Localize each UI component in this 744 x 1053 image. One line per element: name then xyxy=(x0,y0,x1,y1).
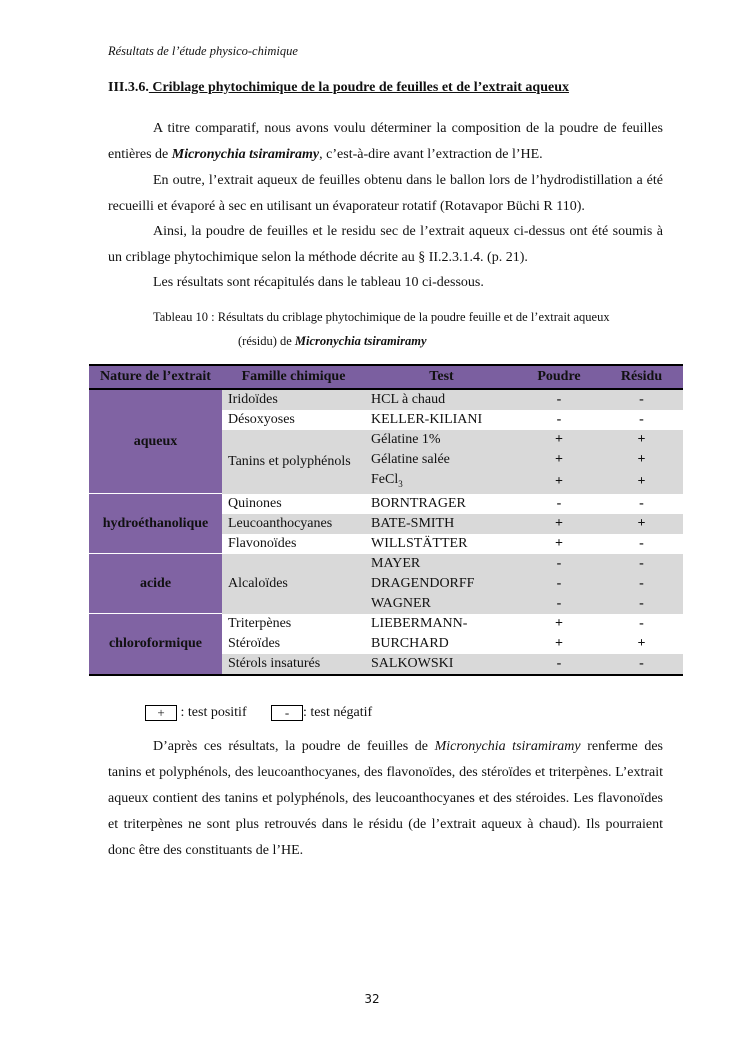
section-title-text: Criblage phytochimique de la poudre de feuilles et de l’extrait aqueux xyxy=(148,80,569,95)
cell-residu: - xyxy=(600,554,683,574)
cell-residu: - xyxy=(639,535,644,551)
cell-poudre: + xyxy=(518,450,600,470)
cell-famille: Leucoanthocyanes xyxy=(222,514,365,534)
legend-negative xyxy=(271,705,372,721)
nature-chloroformique: chloroformique xyxy=(89,614,222,675)
cell-residu: + xyxy=(637,635,646,651)
cell-poudre: - xyxy=(518,594,600,614)
running-header: Résultats de l’étude physico-chimique xyxy=(108,44,298,58)
legend-positive xyxy=(145,705,247,721)
header-residu: Résidu xyxy=(600,365,683,389)
table-row xyxy=(89,389,683,410)
cell-test: KELLER-KILIANI xyxy=(371,412,483,427)
cell-famille: Alcaloïdes xyxy=(222,554,365,614)
paragraph-1 xyxy=(108,116,663,168)
cell-test: SALKOWSKI xyxy=(365,654,518,675)
paragraph-1-text-b: , c’est-à-dire avant l’extraction de l’HE. xyxy=(319,147,543,162)
cell-famille: Stérols insaturés xyxy=(222,654,365,675)
header-poudre: Poudre xyxy=(518,365,600,389)
cell-poudre: + xyxy=(555,635,563,651)
cell-poudre: + xyxy=(518,470,600,494)
cell-residu: - xyxy=(639,412,644,427)
table-row xyxy=(89,554,683,574)
cell-test: Gélatine salée xyxy=(365,450,518,470)
legend-positive-box: + xyxy=(145,705,177,721)
paragraph-1-text-a: A titre comparatif, nous avons voulu déterminer la composition de la poudre de feuilles entières de xyxy=(108,121,663,162)
table-caption xyxy=(108,305,663,353)
header-test: Test xyxy=(365,365,518,389)
legend-positive-label: : test positif xyxy=(177,705,247,721)
cell-residu: + xyxy=(600,430,683,450)
cell-poudre: - xyxy=(518,654,600,675)
cell-poudre: + xyxy=(555,615,563,631)
cell-test: BATE-SMITH xyxy=(365,514,518,534)
cell-famille: Quinones xyxy=(228,495,282,511)
section-title xyxy=(108,80,569,96)
nature-hydroethanolique: hydroéthanolique xyxy=(89,494,222,554)
cell-residu: + xyxy=(600,470,683,494)
species-name: Micronychia tsiramiramy xyxy=(171,147,320,162)
paragraph-3: Ainsi, la poudre de feuilles et le residu sec de l’extrait aqueux ci-dessus ont été soumis à un criblage phytochimique selon la méthode décrite au § II.2.3.1.4. (p. 21). xyxy=(108,224,663,265)
section-number: III.3.6. xyxy=(108,80,149,95)
nature-aqueux: aqueux xyxy=(89,389,222,494)
cell-residu: - xyxy=(600,594,683,614)
conclusion-paragraph xyxy=(108,734,663,864)
cell-residu: + xyxy=(600,514,683,534)
cell-residu: + xyxy=(600,450,683,470)
fecl-subscript: 3 xyxy=(398,478,403,489)
table-row xyxy=(89,494,683,514)
nature-acide: acide xyxy=(89,554,222,614)
cell-poudre: + xyxy=(518,430,600,450)
cell-residu: - xyxy=(639,615,644,631)
table-row xyxy=(89,614,683,634)
cell-test: BURCHARD xyxy=(371,635,449,651)
header-famille: Famille chimique xyxy=(222,365,365,389)
caption-line-1: Tableau 10 : Résultats du criblage phytochimique de la poudre feuille et de l’extrait aqueux xyxy=(153,310,610,324)
cell-test: WAGNER xyxy=(365,594,518,614)
cell-famille: Iridoïdes xyxy=(222,389,365,410)
cell-famille: Flavonoïdes xyxy=(228,535,297,551)
caption-species: Micronychia tsiramiramy xyxy=(294,334,427,348)
cell-poudre: - xyxy=(518,574,600,594)
header-nature: Nature de l’extrait xyxy=(89,365,222,389)
legend-negative-box: - xyxy=(271,705,303,721)
cell-poudre: - xyxy=(518,554,600,574)
fecl-text: FeCl xyxy=(371,472,399,487)
page-number: 32 xyxy=(364,992,380,1006)
cell-poudre: + xyxy=(555,535,563,551)
cell-test: MAYER xyxy=(365,554,518,574)
caption-line-2 xyxy=(108,329,663,353)
table-header-row xyxy=(89,365,683,389)
results-table xyxy=(89,364,683,676)
cell-poudre: - xyxy=(518,389,600,410)
cell-test: HCL à chaud xyxy=(365,389,518,410)
cell-famille: Stéroïdes xyxy=(228,635,281,651)
cell-test: BORNTRAGER xyxy=(371,495,466,511)
cell-poudre: - xyxy=(556,412,562,427)
cell-poudre: - xyxy=(556,495,562,511)
conclusion-text-a: D’après ces résultats, la poudre de feuilles de xyxy=(153,739,435,754)
legend-negative-label: : test négatif xyxy=(303,705,373,721)
cell-test xyxy=(365,470,518,494)
cell-poudre: + xyxy=(518,514,600,534)
cell-famille: Tanins et polyphénols xyxy=(222,430,365,494)
conclusion-text-b: renferme des tanins et polyphénols, des leucoanthocyanes, des flavonoïdes, des stéroïdes et triterpènes. L’extrait aqueux contient des tanins et polyphénols, des leucoanthocyanes et des stéroides. Les flavonoïdes et triterpènes ne sont plus retrouvés dans le résidu (de l’extrait aqueux à chaud). Ils pourraient donc être des constituants de l’HE. xyxy=(108,739,663,858)
cell-residu: - xyxy=(600,654,683,675)
cell-famille: Désoxyoses xyxy=(228,412,295,427)
cell-test: WILLSTÄTTER xyxy=(371,535,468,551)
cell-residu: - xyxy=(639,495,644,511)
caption-prefix: (résidu) de xyxy=(238,334,295,348)
cell-famille: Triterpènes xyxy=(228,615,292,631)
paragraph-4: Les résultats sont récapitulés dans le tableau 10 ci-dessous. xyxy=(153,275,484,290)
cell-residu: - xyxy=(600,574,683,594)
cell-test: Gélatine 1% xyxy=(365,430,518,450)
cell-test: LIEBERMANN- xyxy=(371,615,468,631)
cell-residu: - xyxy=(600,389,683,410)
cell-test: DRAGENDORFF xyxy=(365,574,518,594)
paragraph-2: En outre, l’extrait aqueux de feuilles obtenu dans le ballon lors de l’hydrodistillation a été recueilli et évaporé à sec en utilisant un évaporateur rotatif (Rotavapor Büchi R 110). xyxy=(108,173,663,214)
conclusion-species: Micronychia tsiramiramy xyxy=(434,739,581,754)
